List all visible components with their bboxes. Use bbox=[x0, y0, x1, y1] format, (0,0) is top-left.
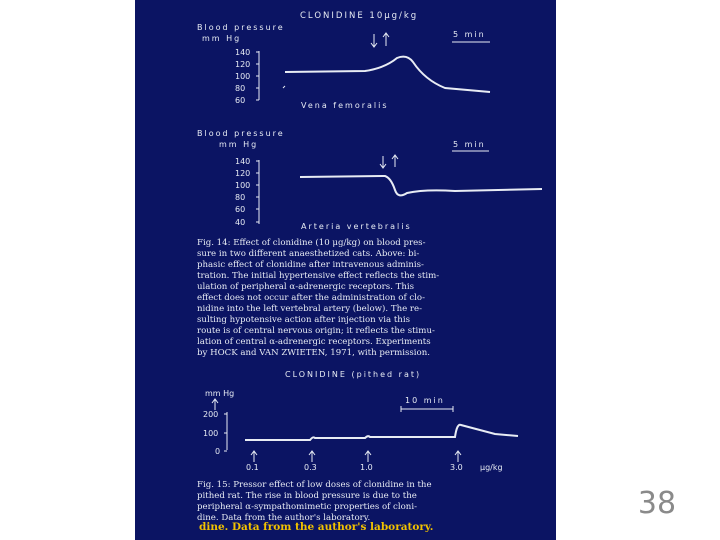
fig15-dose-arrows bbox=[251, 451, 461, 462]
fig14b-vessel-label: Arteria vertebralis bbox=[301, 222, 412, 231]
fig14-trace-mark bbox=[283, 86, 285, 88]
fig14-bp-trace bbox=[285, 57, 490, 92]
fig15-ylabel: mm Hg bbox=[205, 389, 235, 398]
fig14-title: CLONIDINE 10μg/kg bbox=[300, 11, 419, 21]
fig14b-ylabel-line2: mm Hg bbox=[219, 140, 259, 149]
fig14-caption-line: tration. The initial hypertensive effect reflects the stim- bbox=[197, 271, 440, 281]
fig14-bottom-panel bbox=[197, 129, 542, 231]
fig15-caption-line: dine. Data from the author's laboratory. bbox=[197, 513, 371, 523]
overlay-note: dine. Data from the author's laboratory. bbox=[199, 521, 434, 533]
fig14-ylabel-line1: Blood pressure bbox=[197, 23, 285, 32]
fig14-ytick-120: 120 bbox=[235, 60, 251, 69]
fig15-dose-label: 3.0 bbox=[450, 463, 463, 472]
fig14-caption bbox=[197, 237, 439, 358]
fig14b-ytick-40: 40 bbox=[235, 218, 246, 227]
slide-number: 38 bbox=[637, 486, 677, 521]
fig14-caption-line: by HOCK and VAN ZWIETEN, 1971, with permission. bbox=[197, 348, 430, 358]
fig14b-ytick-80: 80 bbox=[235, 193, 246, 202]
fig14-ylabel-line2: mm Hg bbox=[202, 34, 242, 43]
fig15-ytick-200: 200 bbox=[203, 410, 219, 419]
fig14-caption-line: sure in two different anaesthetized cats. Above: bi- bbox=[197, 249, 420, 259]
scanned-textbook-page bbox=[135, 0, 556, 540]
fig15-ylabel-arrow bbox=[212, 399, 218, 410]
fig15-caption-line: Fig. 15: Pressor effect of low doses of clonidine in the bbox=[197, 480, 432, 490]
fig15-title: CLONIDINE (pithed rat) bbox=[285, 370, 422, 379]
fig14-caption-line: nidine into the left vertebral artery (below). The re- bbox=[197, 304, 423, 314]
scanned-page-figure bbox=[135, 0, 556, 540]
fig14-caption-line: effect does not occur after the administration of clo- bbox=[197, 293, 426, 303]
fig15-dose-label: 0.1 bbox=[246, 463, 259, 472]
fig15-caption-line: peripheral α-sympathomimetic properties of cloni- bbox=[197, 502, 417, 512]
fig14b-bp-trace bbox=[300, 176, 542, 195]
fig14-vessel-label: Vena femoralis bbox=[301, 101, 389, 110]
fig14b-ylabel-line1: Blood pressure bbox=[197, 129, 285, 138]
fig14-top-panel bbox=[197, 11, 490, 110]
fig14-injection-arrows bbox=[371, 33, 389, 47]
fig14-time-label: 5 min bbox=[453, 30, 486, 39]
fig15-panel bbox=[203, 370, 518, 472]
fig14-ytick-100: 100 bbox=[235, 72, 251, 81]
fig15-dose-label: 1.0 bbox=[360, 463, 373, 472]
fig15-bp-trace bbox=[245, 425, 518, 440]
fig15-caption bbox=[197, 480, 432, 523]
fig14-ytick-140: 140 bbox=[235, 48, 251, 57]
fig14-caption-line: route is of central nervous origin; it reflects the stimu- bbox=[197, 326, 435, 336]
fig14-caption-line: ulation of peripheral α-adrenergic receptors. This bbox=[197, 282, 415, 292]
fig14-ytick-80: 80 bbox=[235, 84, 246, 93]
fig14b-time-label: 5 min bbox=[453, 140, 486, 149]
fig14-ytick-60: 60 bbox=[235, 96, 246, 105]
fig14-caption-line: lation of central α-adrenergic receptors. Experiments bbox=[197, 337, 431, 347]
fig15-dose-label: 0.3 bbox=[304, 463, 317, 472]
fig14b-ytick-120: 120 bbox=[235, 169, 251, 178]
fig15-dose-unit: μg/kg bbox=[480, 463, 503, 472]
fig15-time-label: 10 min bbox=[405, 396, 445, 405]
fig14-caption-line: phasic effect of clonidine after intravenous adminis- bbox=[197, 260, 424, 270]
fig14b-ytick-100: 100 bbox=[235, 181, 251, 190]
fig14b-ytick-60: 60 bbox=[235, 205, 246, 214]
fig15-ytick-0: 0 bbox=[215, 447, 221, 456]
fig15-ytick-100: 100 bbox=[203, 429, 219, 438]
fig14-caption-line: sulting hypotensive action after injection via this bbox=[197, 315, 410, 325]
fig14b-injection-arrows bbox=[380, 155, 398, 168]
fig15-caption-line: pithed rat. The rise in blood pressure is due to the bbox=[197, 491, 417, 501]
fig14-caption-line: Fig. 14: Effect of clonidine (10 μg/kg) on blood pres- bbox=[197, 238, 426, 248]
fig14b-ytick-140: 140 bbox=[235, 157, 251, 166]
